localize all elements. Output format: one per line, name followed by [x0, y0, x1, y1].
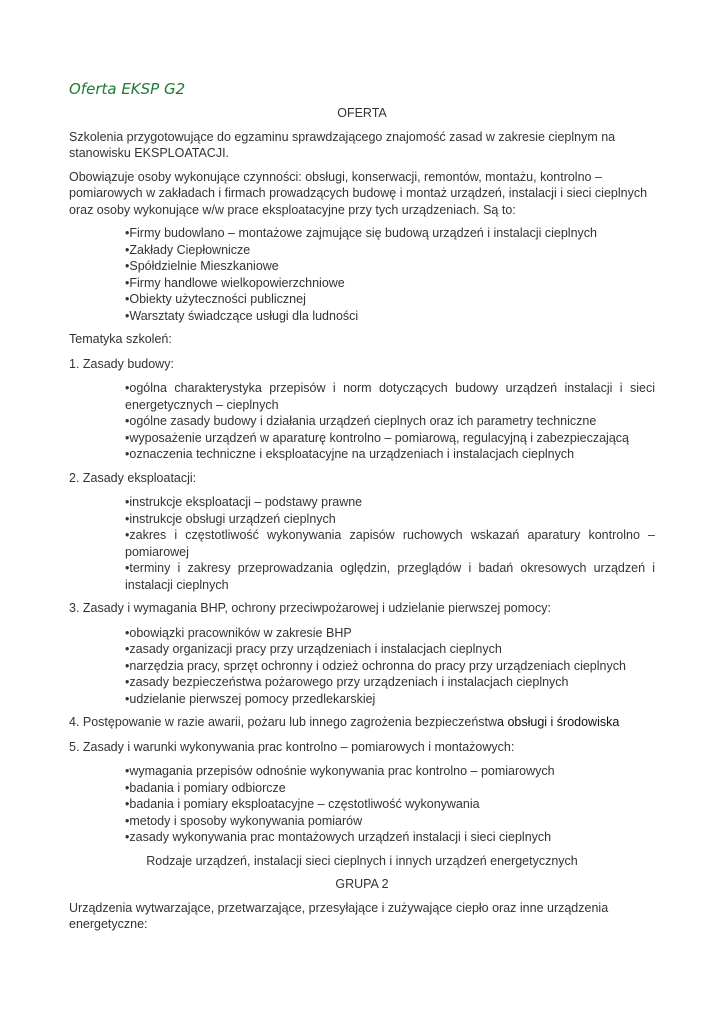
section-4-heading [69, 714, 655, 731]
list-item: •instrukcje obsługi urządzeń cieplnych [125, 511, 336, 526]
list-item: •terminy i zakresy przeprowadzania oględzin, przeglądów i badań okresowych urządzeń i instalacji cieplnych [125, 561, 655, 592]
list-item: •ogólna charakterystyka przepisów i norm dotyczących budowy urządzeń instalacji i sieci energetycznych – cieplnych [125, 381, 655, 412]
devices-paragraph: Urządzenia wytwarzające, przetwarzające, przesyłające i zużywające ciepło oraz inne urządzenia energetyczne: [69, 900, 609, 931]
list-item: •badania i pomiary odbiorcze [125, 780, 286, 795]
section-5-heading: 5. Zasady i warunki wykonywania prac kontrolno – pomiarowych i montażowych: [69, 739, 515, 754]
group-heading: GRUPA 2 [335, 877, 389, 891]
list-item: •ogólne zasady budowy i działania urządzeń cieplnych oraz ich parametry techniczne [125, 414, 597, 428]
section-4-heading-part-b: a obsługi i środowiska [497, 715, 620, 729]
section-3-heading: 3. Zasady i wymagania BHP, ochrony przeciwpożarowej i udzielanie pierwszej pomocy: [69, 601, 551, 615]
list-item: •badania i pomiary eksploatacyjne – częstotliwość wykonywania [125, 797, 480, 811]
section-1-heading: 1. Zasady budowy: [69, 356, 174, 371]
list-item: •zakres i częstotliwość wykonywania zapisów ruchowych wskazań aparatury kontrolno – pomiarowej [125, 528, 655, 559]
list-item: •obowiązki pracowników w zakresie BHP [125, 625, 352, 640]
intro-paragraph: Szkolenia przygotowujące do egzaminu sprawdzającego znajomość zasad w zakresie cieplnym na stanowisku EKSPLOATACJI. [69, 129, 616, 160]
offer-heading: OFERTA [337, 106, 387, 120]
topics-heading: Tematyka szkoleń: [69, 332, 172, 346]
list-item: •Firmy budowlano – montażowe zajmujące się budową urządzeń i instalacji cieplnych [125, 226, 597, 240]
list-item: •instrukcje eksploatacji – podstawy prawne [125, 495, 363, 509]
document-title: Oferta EKSP G2 [69, 80, 186, 98]
list-item: •zasady wykonywania prac montażowych urządzeń instalacji i sieci cieplnych [125, 830, 552, 844]
list-item: •Obiekty użyteczności publicznej [125, 292, 306, 306]
document-body [69, 105, 655, 940]
obligation-paragraph: Obowiązuje osoby wykonujące czynności: obsługi, konserwacji, remontów, montażu, kontrolno – pomiarowych w zakładach i firmach prowadzących budowę i montaż urządzeń, instalacji i sieci cieplnych oraz osoby wykonujące w/w prace eksploatacyjne przy tych urządzeniach. Są to: [69, 169, 648, 217]
target-list [69, 225, 655, 324]
section-5-list [69, 763, 655, 846]
section-1-list [69, 380, 655, 463]
list-item: •wymagania przepisów odnośnie wykonywania prac kontrolno – pomiarowych [125, 764, 555, 778]
list-item: •oznaczenia techniczne i eksploatacyjne na urządzeniach i instalacjach cieplnych [125, 447, 575, 461]
list-item: •narzędzia pracy, sprzęt ochronny i odzież ochronna do pracy przy urządzeniach cieplnych [125, 658, 626, 673]
section-4-heading-part-a: 4. Postępowanie w razie awarii, pożaru lub innego zagrożenia bezpieczeństw [69, 715, 498, 729]
list-item: •zasady organizacji pracy przy urządzeniach i instalacjach cieplnych [125, 642, 502, 656]
list-item: •metody i sposoby wykonywania pomiarów [125, 813, 363, 828]
list-item: •udzielanie pierwszej pomocy przedlekarskiej [125, 691, 376, 706]
list-item: •wyposażenie urządzeń w aparaturę kontrolno – pomiarową, regulacyjną i zabezpieczającą [125, 430, 629, 445]
list-item: •Warsztaty świadczące usługi dla ludności [125, 308, 359, 323]
list-item: •zasady bezpieczeństwa pożarowego przy urządzeniach i instalacjach cieplnych [125, 675, 569, 689]
list-item: •Firmy handlowe wielkopowierzchniowe [125, 275, 345, 290]
section-2-list [69, 494, 655, 593]
section-2-heading: 2. Zasady eksploatacji: [69, 470, 197, 485]
list-item: •Spółdzielnie Mieszkaniowe [125, 259, 279, 273]
kinds-heading: Rodzaje urządzeń, instalacji sieci cieplnych i innych urządzeń energetycznych [146, 853, 578, 868]
section-3-list [69, 625, 655, 708]
list-item: •Zakłady Ciepłownicze [125, 242, 251, 257]
